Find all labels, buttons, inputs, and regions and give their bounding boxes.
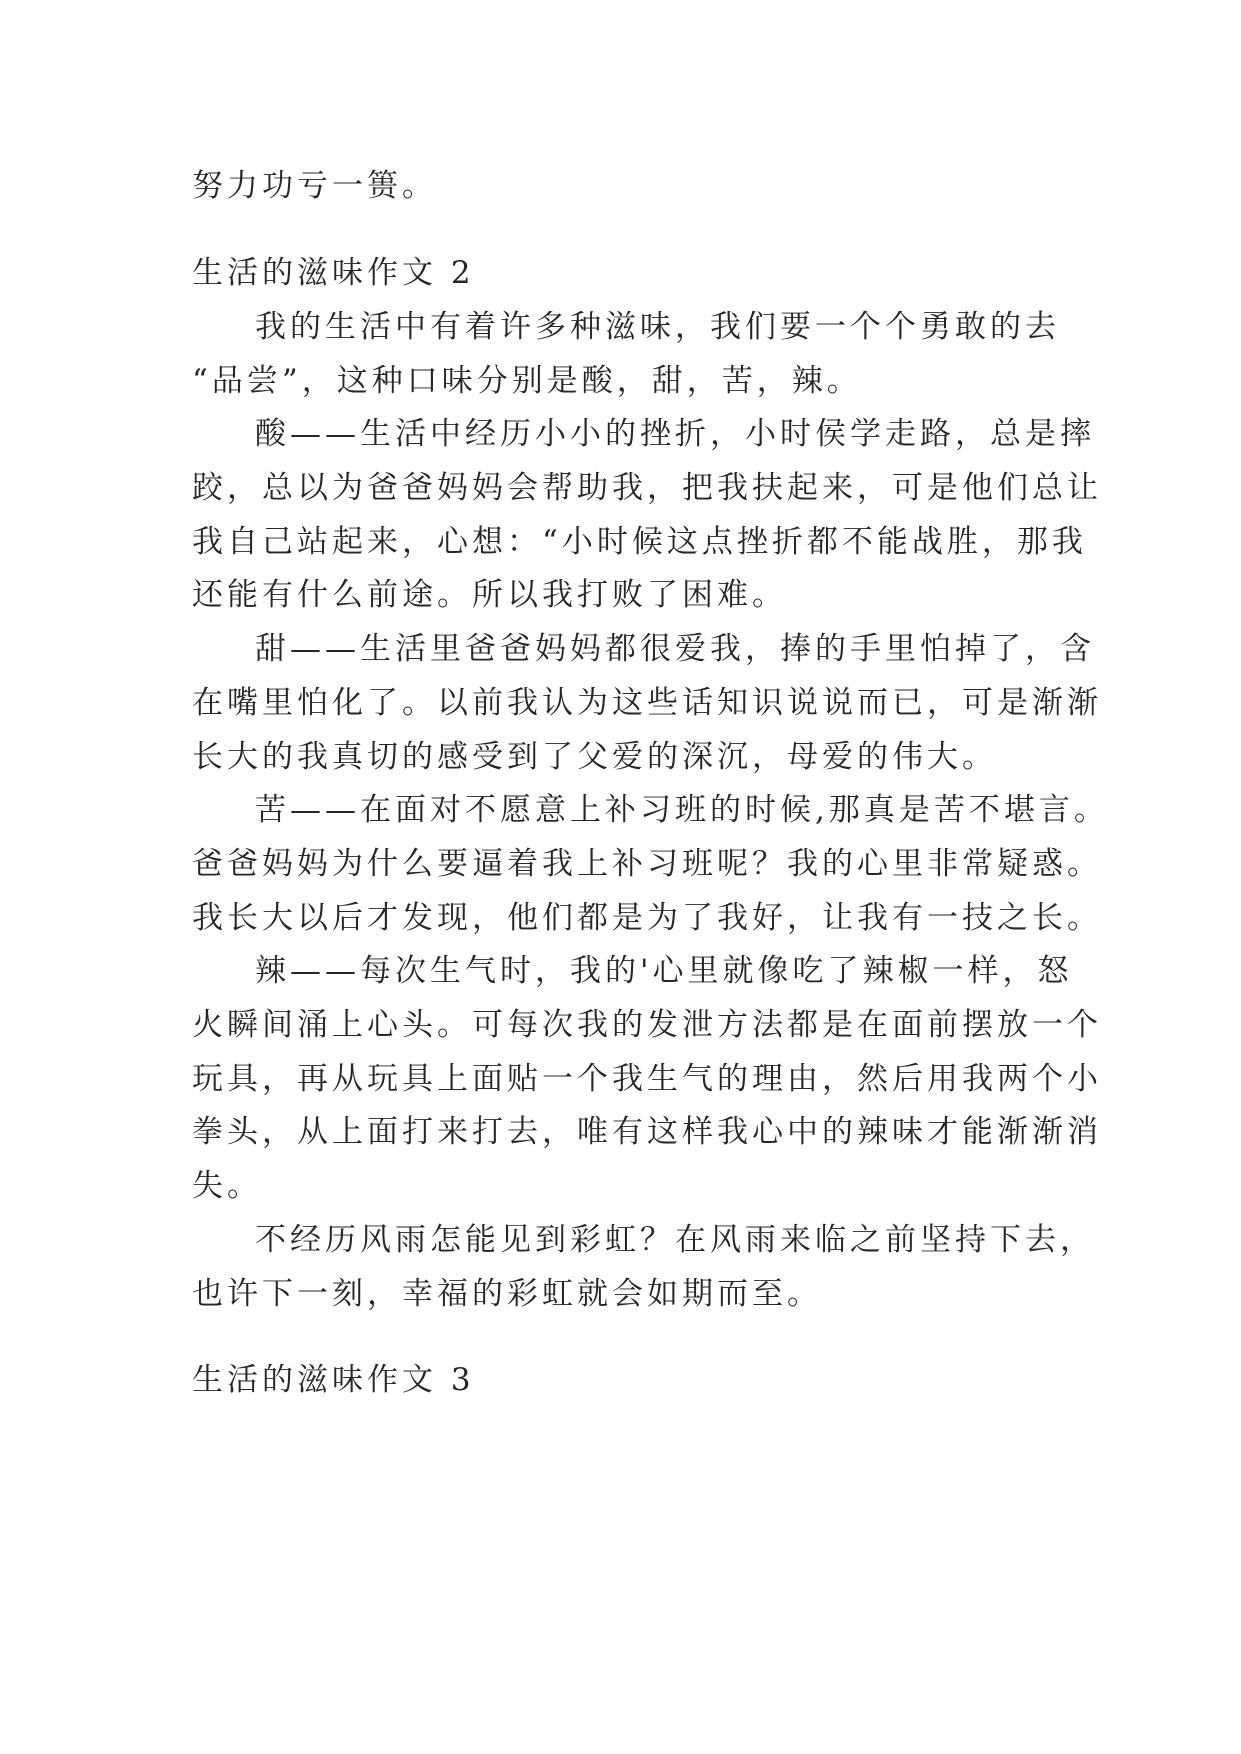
- paragraph-line: 拳头，从上面打来打去，唯有这样我心中的辣味才能渐渐消: [192, 1114, 1102, 1150]
- section-heading-3: 生活的滋味作文 3: [192, 1362, 475, 1398]
- section-heading-2: 生活的滋味作文 2: [192, 255, 475, 291]
- paragraph-line: 跤，总以为爸爸妈妈会帮助我，把我扶起来，可是他们总让: [192, 470, 1102, 506]
- paragraph-line: 酸——生活中经历小小的挫折，小时侯学走路，总是摔: [255, 416, 1095, 452]
- paragraph-line: 苦——在面对不愿意上补习班的时候,那真是苦不堪言。: [255, 792, 1109, 828]
- paragraph-line: 我长大以后才发现，他们都是为了我好，让我有一技之长。: [192, 900, 1102, 936]
- paragraph-line: 甜——生活里爸爸妈妈都很爱我，捧的手里怕掉了，含: [255, 631, 1095, 667]
- paragraph-line: 失。: [192, 1168, 262, 1204]
- paragraph-line: 辣——每次生气时，我的'心里就像吃了辣椒一样，怒: [255, 953, 1073, 989]
- paragraph-line: 在嘴里怕化了。以前我认为这些话知识说说而已，可是渐渐: [192, 685, 1102, 721]
- paragraph-line: 我自己站起来，心想：“小时候这点挫折都不能战胜，那我: [192, 524, 1087, 560]
- paragraph-line: 还能有什么前途。所以我打败了困难。: [192, 577, 787, 613]
- paragraph-line: “品尝”，这种口味分别是酸，甜，苦，辣。: [192, 363, 862, 399]
- paragraph-line: 我的生活中有着许多种滋味，我们要一个个勇敢的去: [255, 309, 1060, 345]
- paragraph-line: 长大的我真切的感受到了父爱的深沉，母爱的伟大。: [192, 739, 997, 775]
- paragraph-line: 火瞬间涌上心头。可每次我的发泄方法都是在面前摆放一个: [192, 1007, 1102, 1043]
- text-line-prev-ending: 努力功亏一篑。: [192, 168, 437, 204]
- paragraph-line: 玩具，再从玩具上面贴一个我生气的理由，然后用我两个小: [192, 1061, 1102, 1097]
- paragraph-line: 爸爸妈妈为什么要逼着我上补习班呢？我的心里非常疑惑。: [192, 846, 1102, 882]
- paragraph-line: 不经历风雨怎能见到彩虹？在风雨来临之前坚持下去，: [255, 1222, 1095, 1258]
- paragraph-line: 也许下一刻，幸福的彩虹就会如期而至。: [192, 1276, 822, 1312]
